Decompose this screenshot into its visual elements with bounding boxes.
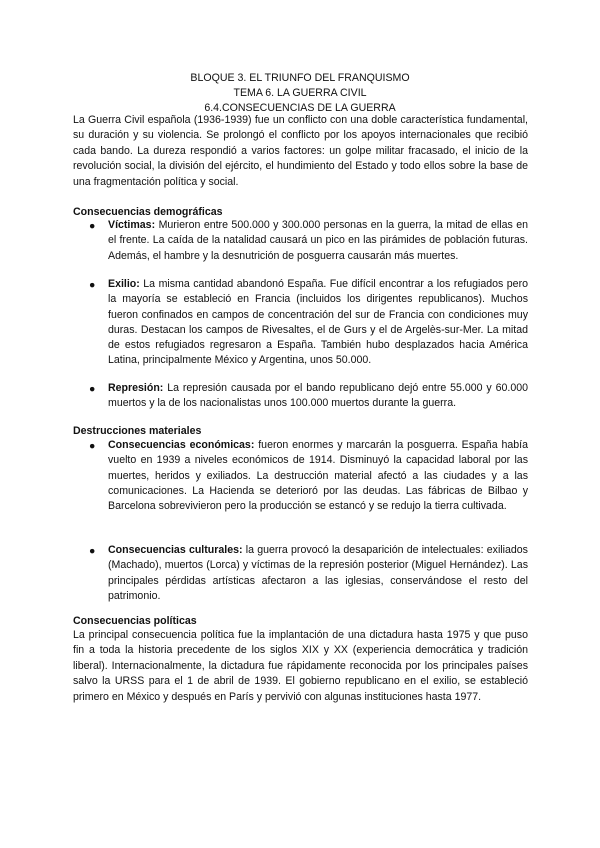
victims-term: Víctimas: xyxy=(108,219,156,231)
cultural-text: la guerra provocó la desaparición de intelectuales: exiliados (Machado), muertos (Lorca) y víctimas de la represión posterior (Miguel Hernández). Las principales pérdidas artísticas afectaron a las iglesias, conservándose el resto del patrimonio. xyxy=(108,544,528,602)
exile-text: La misma cantidad abandonó España. Fue difícil encontrar a los refugiados pero la mayoría se estableció en Francia (incluidos los dirigentes republicanos). Muchos fueron confinados en campos de concentración del sur de Francia con condiciones muy duras. Destacan los campos de Rivesaltes, el de Gurs y el de Argelès-sur-Mer. La mitad de estos refugiados regresaron a España. También hubo desplazados hacia América Latina, principalmente México y Argentina, unos 50.000. xyxy=(108,278,528,367)
repression-text: La represión causada por el bando republicano dejó entre 55.000 y 60.000 muertos y la de los nacionalistas unos 100.000 muertos durante la guerra. xyxy=(108,382,528,410)
repression-item xyxy=(108,381,528,412)
victims-text: Murieron entre 500.000 y 300.000 personas en la guerra, la mitad de ellas en el frente. La caída de la natalidad causará un pico en las pirámides de población futuras. Además, el hambre y la desnutrición de posguerra causarán más muertes. xyxy=(108,219,528,262)
bullet-icon: ● xyxy=(89,440,96,452)
block-title: BLOQUE 3. EL TRIUNFO DEL FRANQUISMO xyxy=(190,72,410,84)
bullet-icon: ● xyxy=(89,220,96,232)
topic-title: TEMA 6. LA GUERRA CIVIL xyxy=(233,87,367,99)
exile-item xyxy=(108,277,528,369)
repression-term: Represión: xyxy=(108,382,164,394)
bullet-icon: ● xyxy=(89,545,96,557)
demographic-heading: Consecuencias demográficas xyxy=(73,206,223,218)
material-heading: Destrucciones materiales xyxy=(73,425,202,437)
bullet-icon: ● xyxy=(89,383,96,395)
politics-paragraph: La principal consecuencia política fue la implantación de una dictadura hasta 1975 y que puso fin a toda la historia precedente de los siglos XIX y XX (experiencia democrática y tradición liberal). Internacionalmente, la dictadura fue rápidamente reconocida por los principales países salvo la URSS para el 1 de abril de 1939. El gobierno republicano en el exilio, se estableció primero en México y después en París y pervivió con algunas instituciones hasta 1977. xyxy=(73,629,528,703)
economic-term: Consecuencias económicas: xyxy=(108,439,255,451)
cultural-item xyxy=(108,543,528,604)
economic-text: fueron enormes y marcarán la posguerra. España había vuelto en 1939 a niveles económicos de 1914. Disminuyó la capacidad laboral por las muertes, heridos y exiliados. La destrucción material afectó a las ciudades y a las comunicaciones. La Hacienda se deterioró por las deudas. Las fábricas de Bilbao y Barcelona sobrevivieron pero la producción se estancó y se redujo la tierra cultivada. xyxy=(108,439,528,513)
section-title: 6.4.CONSECUENCIAS DE LA GUERRA xyxy=(204,102,396,114)
politics-heading: Consecuencias políticas xyxy=(73,615,197,627)
intro-paragraph: La Guerra Civil española (1936-1939) fue un conflicto con una doble característica fundamental, su duración y su violencia. Se prolongó el conflicto por los apoyos internacionales que recibió cada bando. La dureza respondió a varios factores: un golpe militar fracasado, el inicio de la revolución social, la división del ejército, el hundimiento del Estado y todo ellos sobre la base de una fragmentación política y social. xyxy=(73,114,528,188)
exile-term: Exilio: xyxy=(108,278,140,290)
cultural-term: Consecuencias culturales: xyxy=(108,544,243,556)
economic-item xyxy=(108,438,528,514)
victims-item xyxy=(108,218,528,264)
bullet-icon: ● xyxy=(89,279,96,291)
